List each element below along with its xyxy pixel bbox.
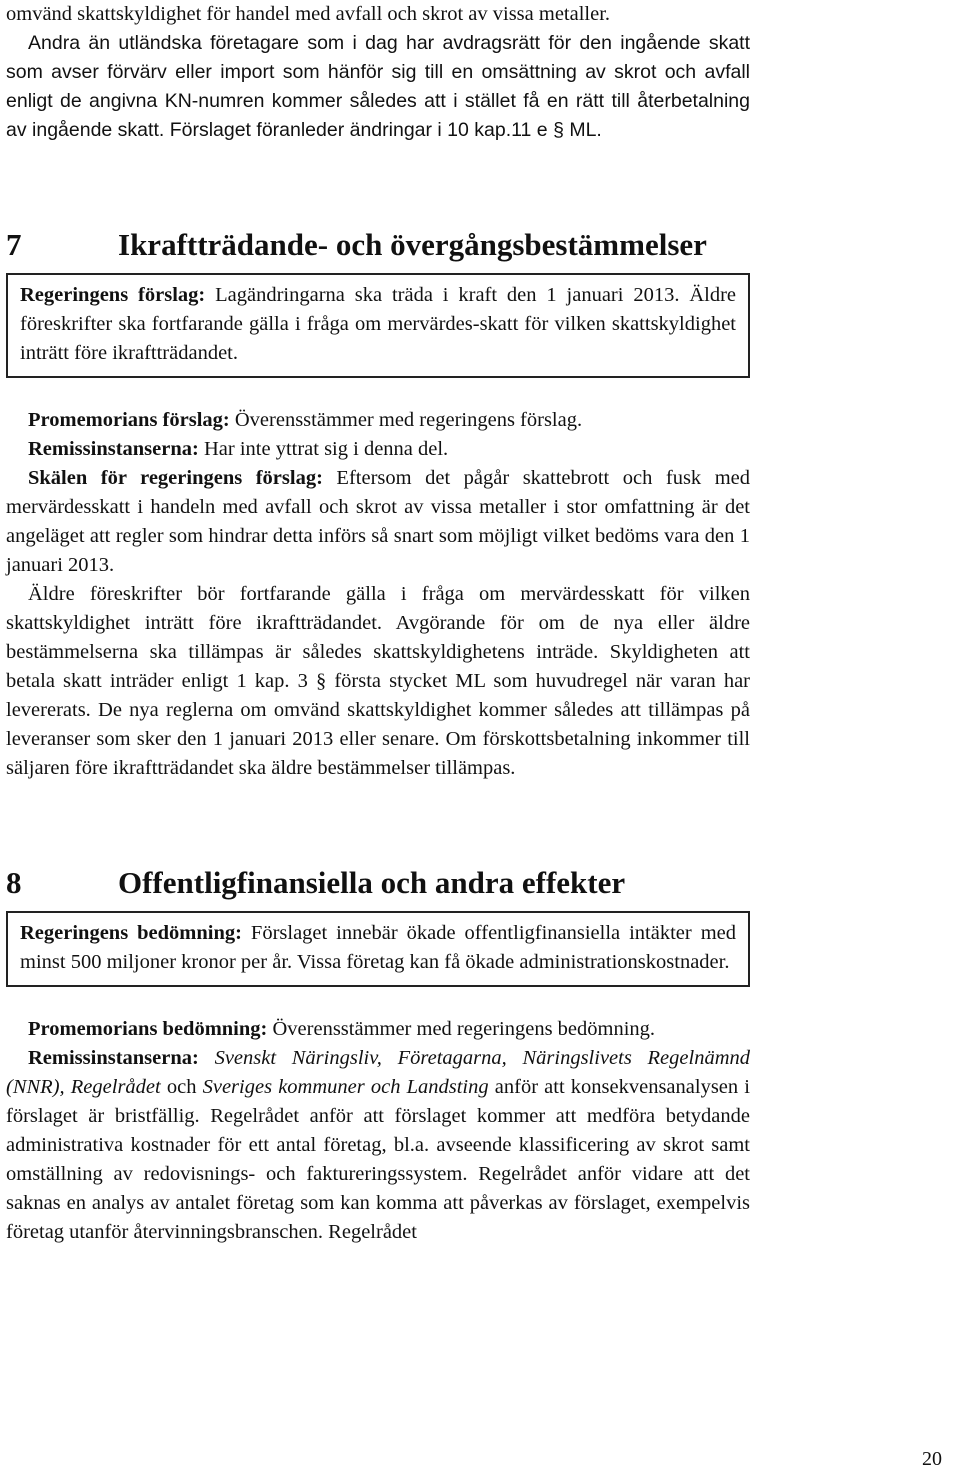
assessment-body: Förslaget innebär ökade offentligfinansiella intäkter med minst 500 miljoner kronor per år. Vissa företag kan få ökade administrationskostnader. — [20, 922, 736, 973]
proposal-label: Regeringens förslag: — [20, 284, 206, 306]
intro-paragraph-2: Andra än utländska företagare som i dag har avdragsrätt för den ingående skatt som avser förvärv eller import som hänför sig till en omsättning av skrot och avfall enligt de angivna KN-numren kommer således att i stället få en rätt till återbetalning av ingående skatt. Förslaget föranleder ändringar i 10 kap.11 e § ML. — [6, 32, 750, 141]
remiss-organisations-1: Svenskt Näringsliv, Företagarna, Näringslivets Regelnämnd (NNR), Regelrådet — [6, 1047, 750, 1098]
section-8-assessment-box — [6, 911, 750, 987]
promemoria-label: Promemorians bedömning: — [28, 1018, 268, 1040]
section-7-heading — [6, 227, 750, 263]
promemoria-text: Överensstämmer med regeringens bedömning. — [267, 1018, 656, 1040]
section-8-assessment-text — [20, 919, 736, 977]
section-8-remiss — [6, 1044, 750, 1247]
section-8-heading — [6, 865, 750, 901]
remiss-label: Remissinstanserna: — [28, 438, 199, 460]
intro-paragraph-1: omvänd skattskyldighet för handel med avfall och skrot av vissa metaller. — [6, 3, 611, 25]
section-7-transition-paragraph: Äldre föreskrifter bör fortfarande gälla i fråga om mervärdesskatt för vilken skattskyldighet inträtt före ikraftträdandet. Avgörande för om de nya eller äldre bestämmelserna ska tillämpas är således skattskyldighetens inträde. Skyldigheten att betala skatt inträder enligt 1 kap. 3 § första stycket ML som huvudregel när varan har levererats. De nya reglerna om omvänd skattskyldighet kommer således att tillämpas på leveranser som sker den 1 januari 2013 eller senare. Om förskottsbetalning inkommer till säljaren före ikraftträdandet ska äldre bestämmelser tillämpas. — [6, 583, 750, 779]
section-8-promemoria — [6, 1015, 750, 1044]
promemoria-label: Promemorians förslag: — [28, 409, 230, 431]
document-page — [6, 0, 750, 1247]
promemoria-text: Överensstämmer med regeringens förslag. — [229, 409, 583, 431]
assessment-label: Regeringens bedömning: — [20, 922, 242, 944]
section-7-proposal-text — [20, 281, 736, 368]
section-8-number: 8 — [6, 865, 22, 900]
remiss-text: Har inte yttrat sig i denna del. — [198, 438, 449, 460]
remiss-organisations-2: Sveriges kommuner och Landsting — [202, 1076, 489, 1098]
page-number: 20 — [922, 1448, 942, 1470]
proposal-body: Lagändringarna ska träda i kraft den 1 januari 2013. Äldre föreskrifter ska fortfarande gälla i fråga om mervärdes-skatt för vilken skattskyldighet inträtt före ikraftträdandet. — [20, 284, 736, 364]
section-7-reasons — [6, 464, 750, 580]
section-8-title: Offentligfinansiella och andra effekter — [118, 865, 626, 900]
reasons-label: Skälen för regeringens förslag: — [28, 467, 323, 489]
remiss-och: och — [160, 1076, 203, 1098]
section-7-remiss — [6, 435, 750, 464]
section-7-title: Ikraftträdande- och övergångsbestämmelser — [118, 227, 707, 262]
section-7-proposal-box — [6, 273, 750, 378]
section-7-promemoria — [6, 406, 750, 435]
reasons-text: Eftersom det pågår skattebrott och fusk med mervärdesskatt i handeln med avfall och skrot av vissa metaller i stor omfattning är det angeläget att regler som hindrar detta införs så snart som möjligt vilket bedöms vara den 1 januari 2013. — [6, 467, 751, 576]
remiss-text: anför att konsekvensanalysen i förslaget är bristfällig. Regelrådet anför att förslaget kommer att medföra betydande administrativa kostnader för ett antal företag, bl.a. avseende klassificering av skrot samt omställning av redovisnings- och faktureringssystem. Regelrådet anför vidare att det saknas en analys av antalet företag som kan komma att påverkas av förslaget, exempelvis företag utanför återvinningsbranschen. Regelrådet — [6, 1076, 750, 1243]
section-7-number: 7 — [6, 227, 22, 262]
remiss-label: Remissinstanserna: — [28, 1047, 199, 1069]
